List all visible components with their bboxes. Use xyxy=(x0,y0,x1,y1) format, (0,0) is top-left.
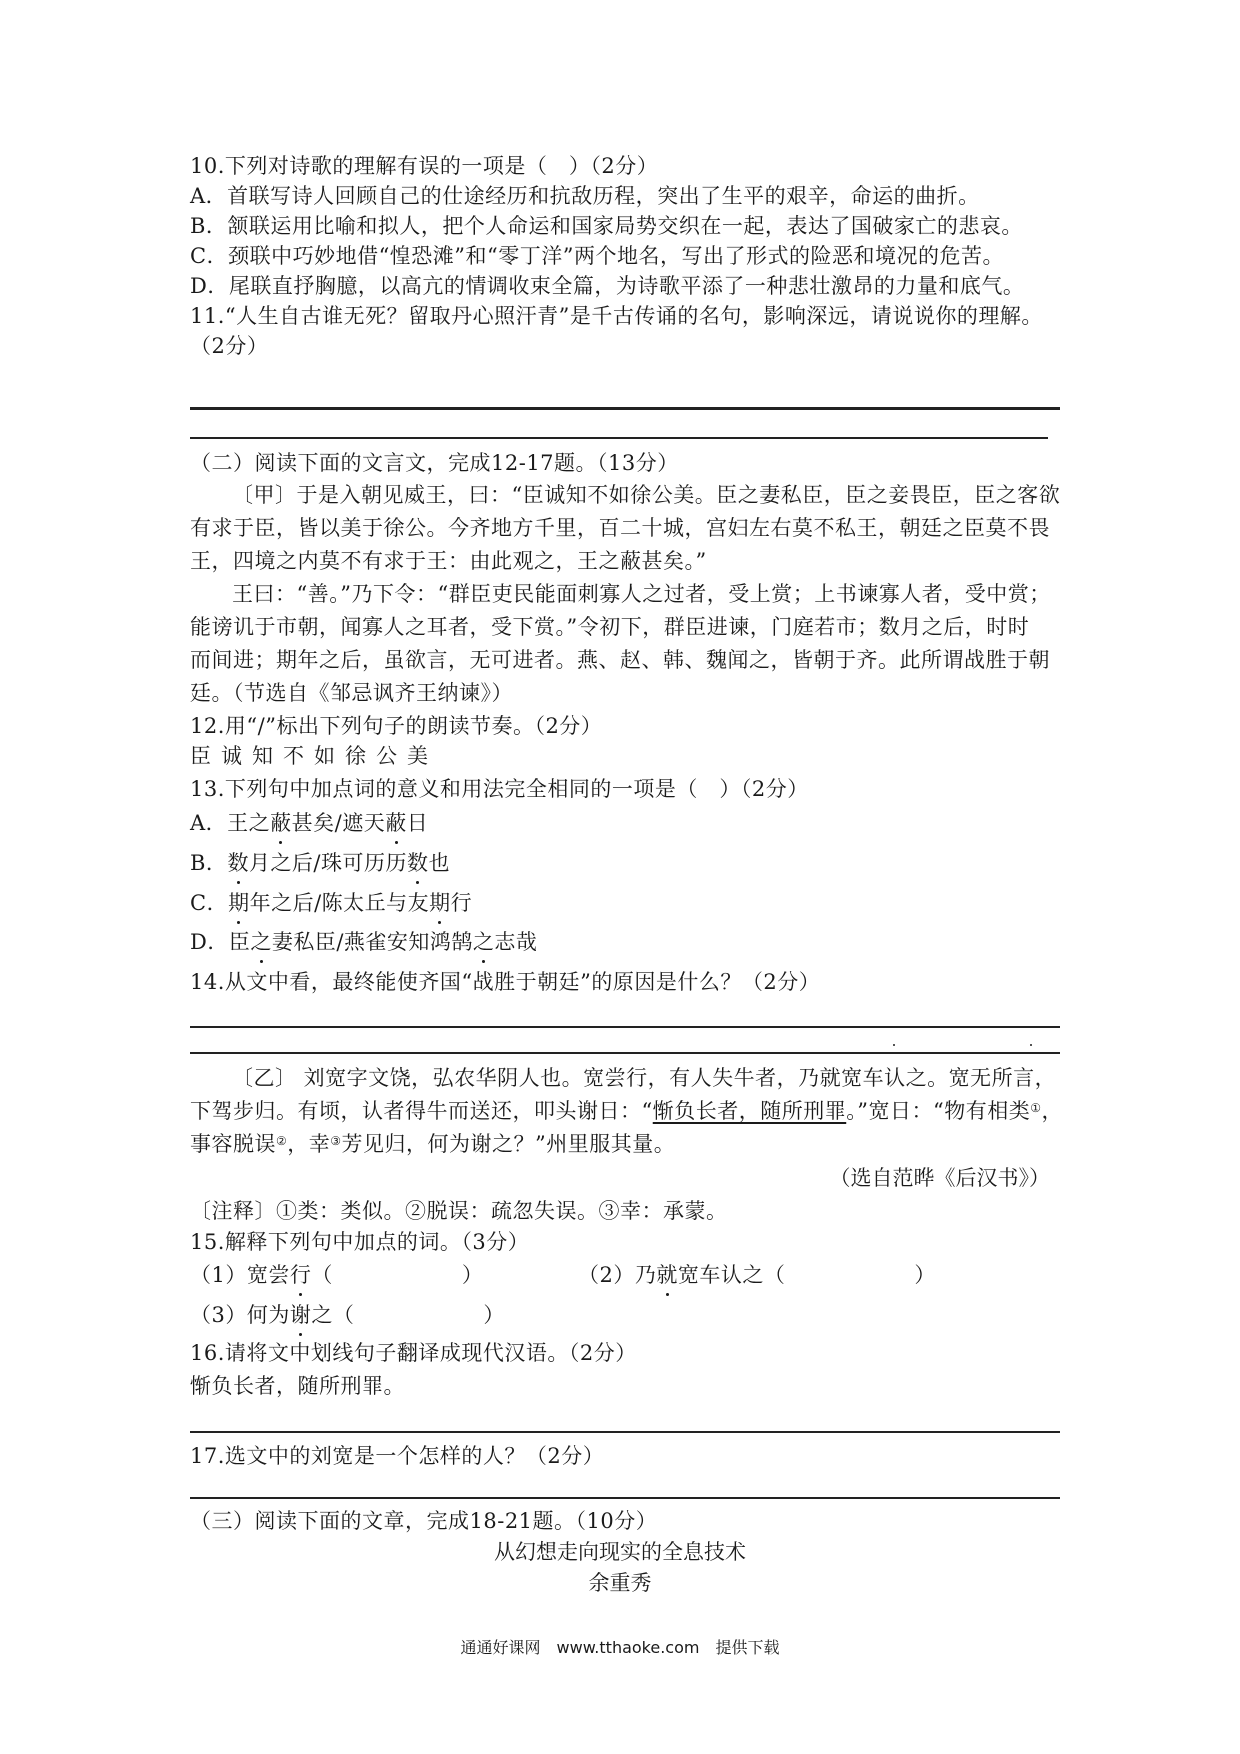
q13-option-b xyxy=(190,848,450,878)
passage-yi-line xyxy=(190,1129,675,1159)
q10-option-a: A．首联写诗人回顾自己的仕途经历和抗敌历程，突出了生平的艰辛，命运的曲折。 xyxy=(190,184,980,208)
q13-option-c xyxy=(190,888,472,918)
answer-line xyxy=(190,437,1048,439)
q15-item-1 xyxy=(190,1260,483,1290)
dotted-word: 期 xyxy=(228,888,250,918)
scan-speck xyxy=(1030,1044,1032,1046)
item-text: （3）何为 xyxy=(190,1303,290,1327)
option-text: 年之后/陈太丘与友 xyxy=(249,891,430,915)
q17-stem: 17.选文中的刘宽是一个怎样的人？（2分） xyxy=(190,1444,605,1468)
passage-text: ， xyxy=(1041,1099,1063,1123)
passage-jia-line: 王曰：“善。”乃下令：“群臣吏民能面刺寡人之过者，受上赏；上书谏寡人者，受中赏； xyxy=(232,582,1051,606)
passage-jia-line: 能谤讥于市朝，闻寡人之耳者，受下赏。”令初下，群臣进谏，门庭若市；数月之后，时时 xyxy=(190,615,1030,639)
passage-jia-line: 而间进；期年之后，虽欲言，无可进者。燕、赵、韩、魏闻之，皆朝于齐。此所谓战胜于朝 xyxy=(190,648,1050,672)
q16-sentence: 惭负长者，随所刑罪。 xyxy=(190,1374,405,1398)
passage-jia-line: 〔甲〕于是入朝见威王，曰：“臣诚知不如徐公美。臣之妻私臣，臣之妾畏臣，臣之客欲 xyxy=(232,483,1061,507)
option-text: 甚矣/遮天 xyxy=(291,811,386,835)
passage-jia-line: 王，四境之内莫不有求于王：由此观之，王之蔽甚矣。” xyxy=(190,549,707,573)
article-author: 余重秀 xyxy=(588,1571,652,1595)
answer-blank: 之（ ） xyxy=(311,1303,505,1327)
dotted-word: 期 xyxy=(429,888,451,918)
option-text: C． xyxy=(190,891,229,915)
q11-score: （2分） xyxy=(190,334,269,358)
footnote-marker: ② xyxy=(276,1134,288,1148)
q12-stem: 12.用“/”标出下列句子的朗读节奏。（2分） xyxy=(190,714,603,738)
answer-blank: （ ） xyxy=(311,1263,484,1287)
option-text: 也 xyxy=(428,851,451,875)
q10-option-b: B．颔联运用比喻和拟人，把个人命运和国家局势交织在一起，表达了国破家亡的悲哀。 xyxy=(190,214,1023,238)
option-text: 行 xyxy=(450,891,473,915)
article-title: 从幻想走向现实的全息技术 xyxy=(494,1540,746,1564)
item-text: （2）乃 xyxy=(578,1263,657,1287)
passage-jia-line: 有求于臣，皆以美于徐公。今齐地方千里，百二十城，宫妇左右莫不私王，朝廷之臣莫不畏 xyxy=(190,516,1050,540)
section2-heading: （二）阅读下面的文言文，完成12-17题。（13分） xyxy=(190,451,679,475)
footnote-marker: ① xyxy=(1030,1101,1042,1115)
passage-yi-line: 〔乙〕 刘宽字文饶，弘农华阴人也。宽尝行，有人失牛者，乃就宽车认之。宽无所言， xyxy=(232,1066,1057,1090)
q13-stem: 13.下列句中加点词的意义和用法完全相同的一项是（ ）（2分） xyxy=(190,777,809,801)
annotations: 〔注释〕①类：类似。②脱误：疏忽失误。③幸：承蒙。 xyxy=(190,1199,728,1223)
q15-stem: 15.解释下列句中加点的词。（3分） xyxy=(190,1230,530,1254)
answer-line xyxy=(190,1026,1060,1028)
option-text: D．臣 xyxy=(190,930,251,954)
dotted-word: 谢 xyxy=(290,1300,312,1330)
option-text: 志哉 xyxy=(494,930,538,954)
answer-blank: 宽车认之（ ） xyxy=(677,1263,936,1287)
passage-source: （选自范晔《后汉书》） xyxy=(829,1166,1050,1190)
answer-line xyxy=(190,1052,1060,1054)
scan-speck xyxy=(893,1044,895,1046)
passage-text: 。”宽日：“物有相类 xyxy=(846,1099,1031,1123)
q13-option-d xyxy=(190,927,537,957)
dotted-word: 数 xyxy=(227,848,249,878)
option-text: 月之后/珠可历历 xyxy=(248,851,408,875)
q11-stem: 11.“人生自古谁无死？留取丹心照汗青”是千古传诵的名句，影响深远，请说说你的理解。 xyxy=(190,304,1043,328)
q12-sentence: 臣诚知不如徐公美 xyxy=(190,744,438,768)
q16-stem: 16.请将文中划线句子翻译成现代汉语。（2分） xyxy=(190,1341,637,1365)
dotted-word: 就 xyxy=(656,1260,678,1290)
option-text: B． xyxy=(190,851,228,875)
passage-text: 事容脱误 xyxy=(190,1132,276,1156)
dotted-word: 之 xyxy=(473,927,495,957)
dotted-word: 蔽 xyxy=(270,808,292,838)
q14-stem: 14.从文中看，最终能使齐国“战胜于朝廷”的原因是什么？（2分） xyxy=(190,970,821,994)
q15-item-3 xyxy=(190,1300,505,1330)
option-text: A．王之 xyxy=(190,811,271,835)
option-text: 妻私臣/燕雀安知鸿鹄 xyxy=(271,930,473,954)
dotted-word: 蔽 xyxy=(385,808,407,838)
option-text: 日 xyxy=(406,811,429,835)
answer-line xyxy=(190,1497,1060,1499)
q10-option-c: C．颈联中巧妙地借“惶恐滩”和“零丁洋”两个地名，写出了形式的险恶和境况的危苦。 xyxy=(190,244,1005,268)
dotted-word: 数 xyxy=(407,848,429,878)
dotted-word: 之 xyxy=(250,927,272,957)
footnote-marker: ③ xyxy=(330,1134,342,1148)
passage-jia-line: 廷。（节选自《邹忌讽齐王纳谏》） xyxy=(190,681,513,705)
passage-text: 芳见归，何为谢之？”州里服其量。 xyxy=(341,1132,676,1156)
item-text: （1）宽尝 xyxy=(190,1263,290,1287)
answer-line xyxy=(190,1431,1060,1433)
passage-yi-line xyxy=(190,1096,1063,1126)
passage-text: ，幸 xyxy=(287,1132,331,1156)
dotted-word: 行 xyxy=(290,1260,312,1290)
footer-credit: 通通好课网 www.tthaoke.com 提供下载 xyxy=(460,1638,780,1657)
q10-option-d: D．尾联直抒胸臆，以高亢的情调收束全篇，为诗歌平添了一种悲壮激昂的力量和底气。 xyxy=(190,274,1025,298)
q15-item-2 xyxy=(578,1260,936,1290)
q13-option-a xyxy=(190,808,428,838)
passage-text: 下驾步归。有顷，认者得牛而送还，叩头谢日：“ xyxy=(190,1099,653,1123)
answer-line xyxy=(190,407,1060,410)
section3-heading: （三）阅读下面的文章，完成18-21题。（10分） xyxy=(190,1509,658,1533)
q10-stem: 10.下列对诗歌的理解有误的一项是（ ）（2分） xyxy=(190,154,659,178)
underlined-sentence: 惭负长者，随所刑罪 xyxy=(652,1099,847,1123)
